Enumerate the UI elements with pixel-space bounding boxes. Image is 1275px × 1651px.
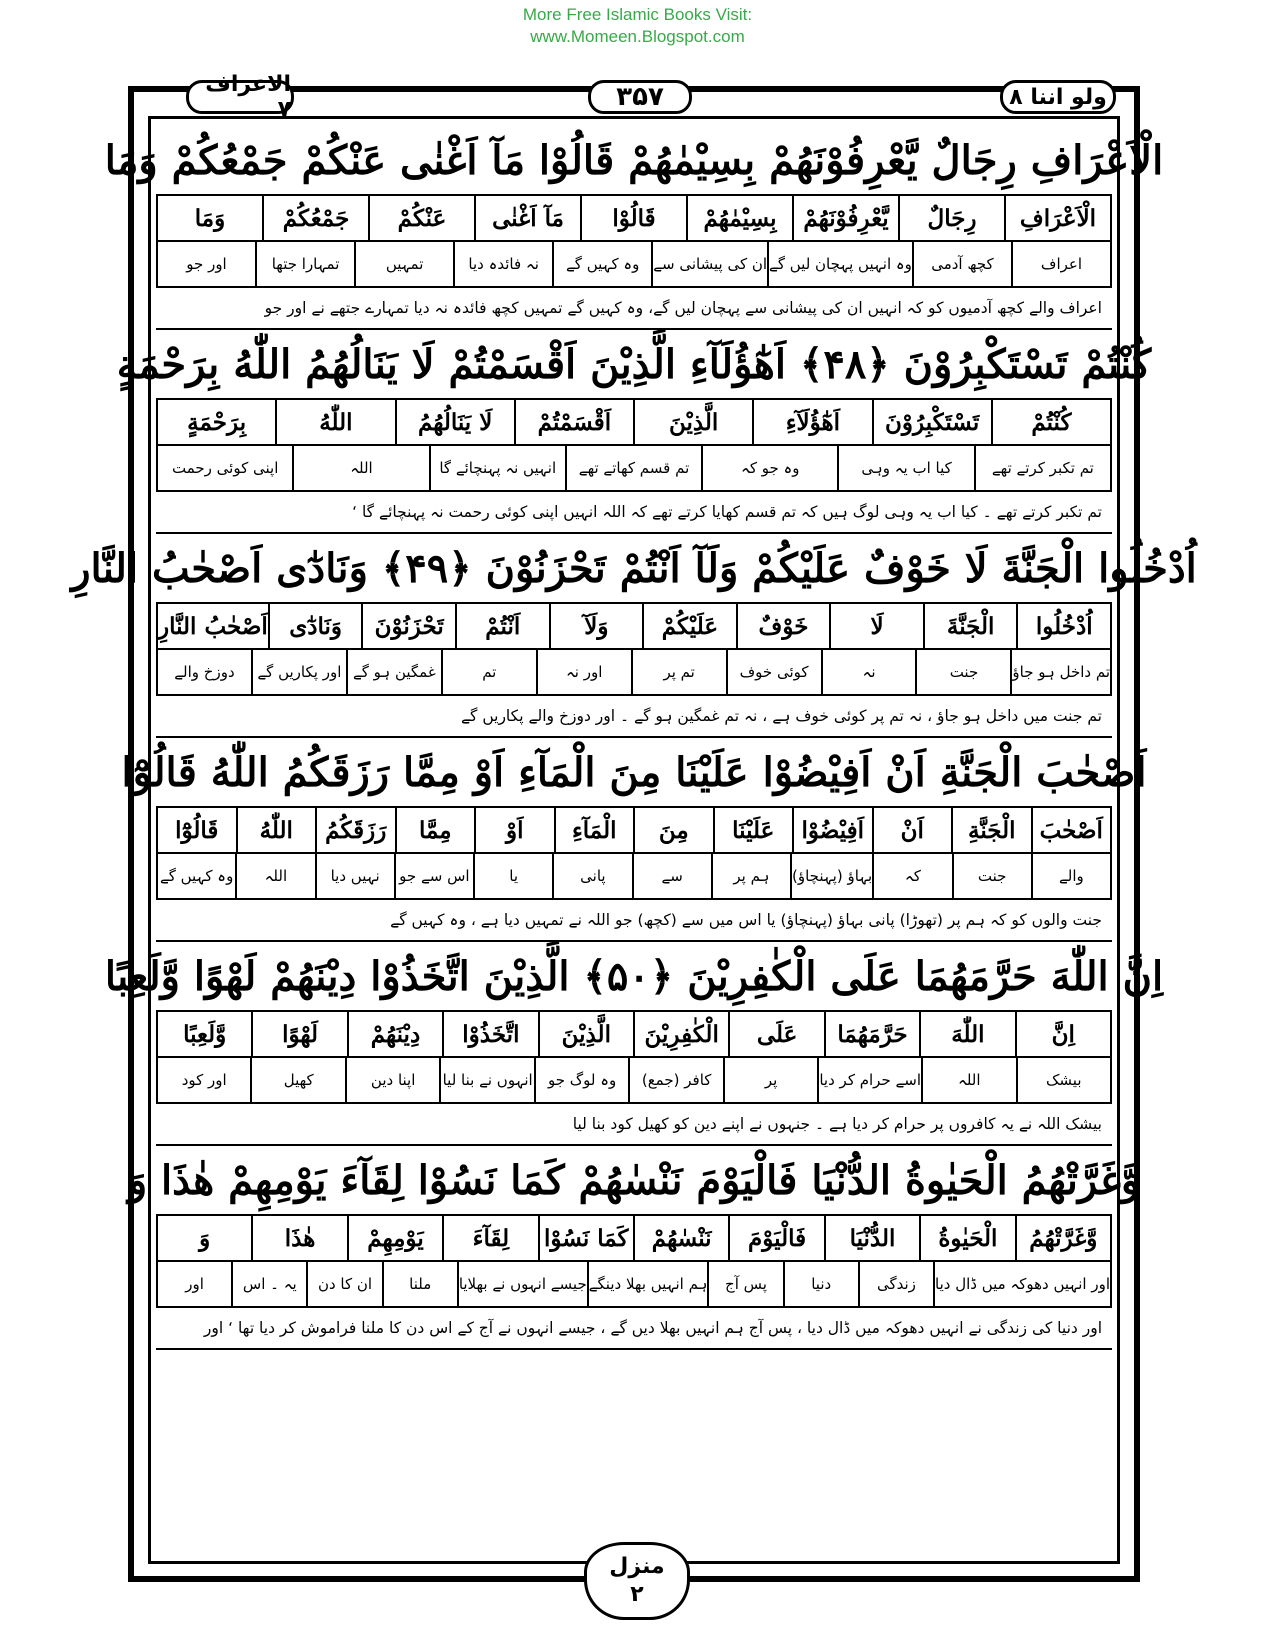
promo-line-1: More Free Islamic Books Visit:: [522, 5, 753, 24]
urdu-meaning-cell: وہ کہیں گے: [552, 242, 651, 286]
urdu-meaning-cell: نہیں دیا: [315, 854, 394, 898]
word-grid: [156, 1214, 1112, 1308]
urdu-meaning-cell: کہ: [872, 854, 951, 898]
urdu-meaning-cell: یہ ۔ اس: [231, 1262, 306, 1306]
arabic-word-cell: اَقْسَمْتُمْ: [514, 400, 633, 444]
arabic-verse: اِنَّ اللّٰهَ حَرَّمَهُمَا عَلَى الْكٰفِرِيْنَ ﴿۵۰﴾ الَّذِيْنَ اتَّخَذُوْا دِيْنَهُمْ لَهْوًا وَّلَعِبًا: [104, 952, 1164, 1000]
urdu-meaning-cell: بہاؤ (پہنچاؤ): [790, 854, 872, 898]
arabic-word-cell: الْمَآءِ: [554, 808, 634, 852]
arabic-word-cell: يَوْمِهِمْ: [347, 1216, 442, 1260]
verse-block: [71, 534, 1197, 738]
arabic-word-cell: جَمْعُكُمْ: [262, 196, 368, 240]
arabic-word-cell: كُنْتُمْ: [991, 400, 1110, 444]
arabic-word-cell: لَا يَنَالُهُمُ: [395, 400, 514, 444]
arabic-word-cell: اَنْ: [872, 808, 952, 852]
manzil-label: منزل: [609, 1554, 665, 1579]
arabic-word-cell: وَّلَعِبًا: [183, 1020, 227, 1048]
juz-name-badge: ولو اننا ۸: [1000, 80, 1116, 114]
arabic-word-cell: حَرَّمَهُمَا: [824, 1012, 919, 1056]
arabic-word-cell: خَوْفٌ: [736, 604, 830, 648]
urdu-meaning-cell: وہ لوگ جو: [534, 1058, 628, 1102]
word-grid: [156, 398, 1112, 492]
urdu-meaning-cell: ان کا دن: [306, 1262, 381, 1306]
arabic-word-cell: عَلَى: [728, 1012, 823, 1056]
arabic-word-cell: اَفِيْضُوْا: [792, 808, 872, 852]
arabic-word-cell: وَلَآ: [549, 604, 643, 648]
urdu-meaning-cell: جیسے انہوں نے بھلایا: [457, 1262, 587, 1306]
urdu-meaning-cell: کھیل: [250, 1058, 344, 1102]
manzil-number: ۲: [630, 1582, 644, 1607]
urdu-meaning-cell: اور پکاریں گے: [251, 650, 346, 694]
arabic-word-cell: نَنْسٰهُمْ: [633, 1216, 728, 1260]
urdu-meaning-cell: تمہارا جتھا: [255, 242, 354, 286]
urdu-meaning-cell: تم پر: [631, 650, 726, 694]
arabic-word-cell: وَمَا: [194, 204, 226, 232]
arabic-word-cell: اُدْخُلُوا: [1016, 604, 1110, 648]
urdu-meaning-cell: دوزخ والے: [174, 663, 235, 681]
arabic-word-cell: اَهٰٓؤُلَآءِ: [752, 400, 871, 444]
urdu-meaning-cell: سے: [632, 854, 711, 898]
manzil-badge: [584, 1542, 690, 1620]
urdu-translation: اعراف والے کچھ آدمیوں کو کہ انہیں ان کی پیشانی سے پہچان لیں گے، وہ کہیں گے تمہیں کچھ فائدہ نہ دیا تمہارے جتھے نے اور جو: [156, 288, 1112, 330]
urdu-meaning-cell: اور نہ: [536, 650, 631, 694]
arabic-word-cell: الْجَنَّةَ: [923, 604, 1017, 648]
arabic-verse: الْاَعْرَافِ رِجَالٌ يَّعْرِفُوْنَهُمْ بِسِيْمٰهُمْ قَالُوْا مَآ اَغْنٰى عَنْكُمْ جَمْعُكُمْ وَمَا: [104, 136, 1164, 184]
arabic-word-cell: الَّذِيْنَ: [538, 1012, 633, 1056]
surah-name-badge: الاعراف ۷: [186, 80, 294, 114]
arabic-word-cell: الَّذِيْنَ: [633, 400, 752, 444]
urdu-meaning-cell: جنت: [915, 650, 1010, 694]
arabic-word-cell: عَلَيْنَا: [713, 808, 793, 852]
urdu-translation: بیشک اللہ نے یہ کافروں پر حرام کر دیا ہے ۔ جنہوں نے اپنے دین کو کھیل کود بنا لیا: [156, 1104, 1112, 1146]
urdu-meaning-cell: تمہیں: [354, 242, 453, 286]
urdu-meaning-cell: زندگی: [858, 1262, 933, 1306]
urdu-meaning-cell: وہ جو کہ: [701, 446, 837, 490]
urdu-translation: تم جنت میں داخل ہو جاؤ ، نہ تم پر کوئی خوف ہے ، نہ تم غمگین ہو گے ۔ اور دوزخ والے پکاریں گے: [156, 696, 1112, 738]
urdu-meaning-cell: کافر (جمع): [628, 1058, 722, 1102]
arabic-word-cell: اللّٰهُ: [275, 400, 394, 444]
urdu-meaning-cell: تم: [441, 650, 536, 694]
urdu-meaning-cell: انہوں نے بنا لیا: [439, 1058, 533, 1102]
arabic-word-cell: دِيْنَهُمْ: [347, 1012, 442, 1056]
verse-block: [121, 738, 1147, 942]
arabic-verse: كُنْتُمْ تَسْتَكْبِرُوْنَ ﴿۴۸﴾ اَهٰٓؤُلَآءِ الَّذِيْنَ اَقْسَمْتُمْ لَا يَنَالُهُمُ اللّٰهُ بِرَحْمَةٍ: [116, 340, 1152, 388]
arabic-word-cell: وَنَادٰٓى: [268, 604, 362, 648]
arabic-word-cell: لَهْوًا: [251, 1012, 346, 1056]
urdu-meaning-cell: تم قسم کھاتے تھے: [565, 446, 701, 490]
arabic-word-cell: قَالُوْٓا: [175, 816, 219, 844]
arabic-word-cell: اَصْحٰبُ النَّارِ: [157, 612, 268, 640]
urdu-meaning-cell: اپنی کوئی رحمت: [171, 459, 279, 477]
urdu-meaning-cell: اور جو: [186, 255, 227, 273]
arabic-words-row: [158, 808, 1110, 852]
urdu-meaning-cell: ملنا: [382, 1262, 457, 1306]
arabic-word-cell: اَصْحٰبَ: [1031, 808, 1111, 852]
urdu-meaning-cell: کیا اب یہ وہی: [837, 446, 973, 490]
urdu-meanings-row: [158, 240, 1110, 286]
arabic-verse: اُدْخُلُوا الْجَنَّةَ لَا خَوْفٌ عَلَيْكُمْ وَلَآ اَنْتُمْ تَحْزَنُوْنَ ﴿۴۹﴾ وَنَادٰٓى اَصْحٰبُ النَّارِ: [71, 544, 1197, 592]
arabic-words-row: [158, 1216, 1110, 1260]
urdu-meaning-cell: اسے حرام کر دیا: [817, 1058, 921, 1102]
arabic-word-cell: وَّغَرَّتْهُمُ: [1015, 1216, 1110, 1260]
arabic-word-cell: الْحَيٰوةُ: [919, 1216, 1014, 1260]
word-grid: [156, 194, 1112, 288]
urdu-meaning-cell: اعراف: [1011, 242, 1110, 286]
verse-block: [104, 942, 1164, 1146]
word-grid: [156, 1010, 1112, 1104]
urdu-meaning-cell: وہ کہیں گے: [159, 867, 234, 885]
arabic-word-cell: مِنَ: [633, 808, 713, 852]
promo-link[interactable]: www.Momeen.Blogspot.com: [530, 27, 745, 46]
urdu-meaning-cell: غمگین ہو گے: [346, 650, 441, 694]
arabic-word-cell: هٰذَا: [251, 1216, 346, 1260]
arabic-verse: وَّغَرَّتْهُمُ الْحَيٰوةُ الدُّنْيَا فَالْيَوْمَ نَنْسٰهُمْ كَمَا نَسُوْا لِقَآءَ يَوْمِهِمْ هٰذَا وَ: [127, 1156, 1141, 1204]
arabic-word-cell: فَالْيَوْمَ: [728, 1216, 823, 1260]
arabic-word-cell: رَزَقَكُمُ: [315, 808, 395, 852]
urdu-meaning-cell: بیشک: [1016, 1058, 1110, 1102]
arabic-word-cell: يَّعْرِفُوْنَهُمْ: [792, 196, 898, 240]
arabic-word-cell: تَحْزَنُوْنَ: [361, 604, 455, 648]
urdu-meaning-cell: والے: [1031, 854, 1110, 898]
verse-block: [127, 1146, 1141, 1350]
arabic-word-cell: الْكٰفِرِيْنَ: [633, 1012, 728, 1056]
urdu-meaning-cell: یا: [473, 854, 552, 898]
arabic-word-cell: اَوْ: [474, 808, 554, 852]
arabic-word-cell: وَ: [199, 1224, 211, 1252]
urdu-meaning-cell: انہیں نہ پہنچائے گا: [429, 446, 565, 490]
arabic-word-cell: اِنَّ: [1015, 1012, 1110, 1056]
arabic-word-cell: كَمَا نَسُوْا: [538, 1216, 633, 1260]
arabic-word-cell: تَسْتَكْبِرُوْنَ: [872, 400, 991, 444]
arabic-verse: اَصْحٰبَ الْجَنَّةِ اَنْ اَفِيْضُوْا عَلَيْنَا مِنَ الْمَآءِ اَوْ مِمَّا رَزَقَكُمُ اللّٰهُ قَالُوْٓا: [121, 748, 1147, 796]
promo-banner: [0, 4, 1275, 48]
urdu-meaning-cell: دنیا: [783, 1262, 858, 1306]
arabic-word-cell: بِسِيْمٰهُمْ: [686, 196, 792, 240]
arabic-word-cell: لِقَآءَ: [442, 1216, 537, 1260]
verse-block: [104, 126, 1164, 330]
urdu-meaning-cell: وہ انہیں پہچان لیں گے: [767, 242, 912, 286]
urdu-translation: اور دنیا کی زندگی نے انہیں دھوکہ میں ڈال دیا ، پس آج ہم انہیں بھلا دیں گے ، جیسے انہوں نے آج کے اس دن کا ملنا فراموش کر دیا تھا ‘ اور: [156, 1308, 1112, 1350]
urdu-meaning-cell: اور کود: [181, 1071, 227, 1089]
arabic-word-cell: عَلَيْكُمْ: [642, 604, 736, 648]
urdu-meaning-cell: کچھ آدمی: [912, 242, 1011, 286]
page-number-badge: ۳۵۷: [588, 80, 692, 114]
urdu-meaning-cell: اور انہیں دھوکہ میں ڈال دیا: [933, 1262, 1110, 1306]
arabic-word-cell: مِمَّا: [395, 808, 475, 852]
urdu-meaning-cell: جنت: [952, 854, 1031, 898]
urdu-meaning-cell: ہم پر: [711, 854, 790, 898]
urdu-meaning-cell: ہم انہیں بھلا دینگے: [587, 1262, 708, 1306]
arabic-words-row: [158, 604, 1110, 648]
urdu-meaning-cell: اپنا دین: [345, 1058, 439, 1102]
arabic-words-row: [158, 400, 1110, 444]
arabic-word-cell: رِجَالٌ: [898, 196, 1004, 240]
arabic-word-cell: قَالُوْا: [580, 196, 686, 240]
arabic-word-cell: الْجَنَّةِ: [951, 808, 1031, 852]
urdu-meaning-cell: اللہ: [235, 854, 314, 898]
arabic-words-row: [158, 1012, 1110, 1056]
urdu-meanings-row: [158, 648, 1110, 694]
arabic-word-cell: لَا: [829, 604, 923, 648]
urdu-meanings-row: [158, 1056, 1110, 1102]
urdu-translation: تم تکبر کرتے تھے ۔ کیا اب یہ وہی لوگ ہیں کہ تم قسم کھایا کرتے تھے کہ اللہ انہیں اپنی کوئی رحمت نہ پہنچائے گا ‘: [156, 492, 1112, 534]
urdu-meaning-cell: پر: [723, 1058, 817, 1102]
word-grid: [156, 602, 1112, 696]
urdu-meaning-cell: نہ فائدہ دیا: [453, 242, 552, 286]
arabic-word-cell: اللّٰهَ: [919, 1012, 1014, 1056]
urdu-meaning-cell: پس آج: [707, 1262, 782, 1306]
urdu-meaning-cell: اللہ: [292, 446, 428, 490]
urdu-meaning-cell: تم داخل ہو جاؤ: [1010, 650, 1110, 694]
arabic-word-cell: بِرَحْمَةٍ: [187, 408, 247, 436]
urdu-meaning-cell: پانی: [552, 854, 631, 898]
urdu-meaning-cell: تم تکبر کرتے تھے: [974, 446, 1110, 490]
urdu-meanings-row: [158, 444, 1110, 490]
urdu-meaning-cell: کوئی خوف: [726, 650, 821, 694]
urdu-meaning-cell: اللہ: [921, 1058, 1015, 1102]
urdu-meaning-cell: نہ: [821, 650, 916, 694]
arabic-word-cell: مَآ اَغْنٰى: [474, 196, 580, 240]
word-grid: [156, 806, 1112, 900]
page-content: [71, 126, 1197, 1556]
urdu-meaning-cell: ان کی پیشانی سے: [651, 242, 767, 286]
urdu-translation: جنت والوں کو کہ ہم پر (تھوڑا) پانی بہاؤ (پہنچاؤ) یا اس میں سے (کچھ) جو اللہ نے تمہیں دیا ہے ، وہ کہیں گے: [156, 900, 1112, 942]
urdu-meanings-row: [158, 1260, 1110, 1306]
arabic-word-cell: الدُّنْيَا: [824, 1216, 919, 1260]
urdu-meanings-row: [158, 852, 1110, 898]
verse-block: [116, 330, 1152, 534]
arabic-word-cell: عَنْكُمْ: [368, 196, 474, 240]
urdu-meaning-cell: اور: [185, 1275, 204, 1293]
arabic-word-cell: اَنْتُمْ: [455, 604, 549, 648]
arabic-word-cell: اللّٰهُ: [236, 808, 316, 852]
arabic-word-cell: اتَّخَذُوْا: [442, 1012, 537, 1056]
arabic-word-cell: الْاَعْرَافِ: [1004, 196, 1110, 240]
urdu-meaning-cell: اس سے جو: [394, 854, 473, 898]
arabic-words-row: [158, 196, 1110, 240]
